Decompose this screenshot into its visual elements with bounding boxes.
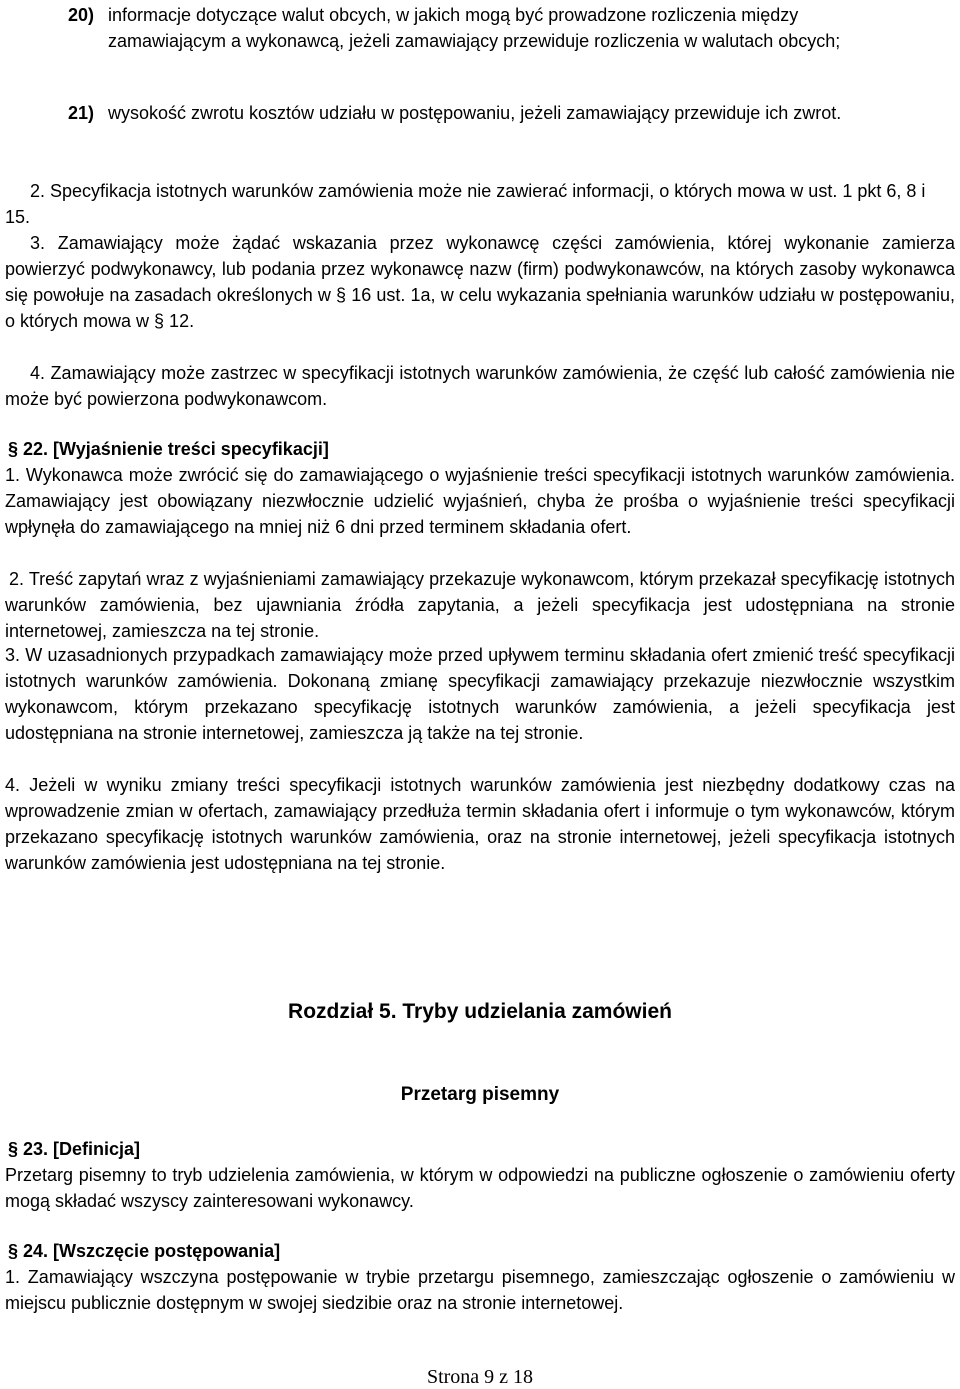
- chapter-title: Rozdział 5. Tryby udzielania zamówień: [288, 1000, 672, 1023]
- section-23-paragraph: Przetarg pisemny to tryb udzielenia zamówienia, w którym w odpowiedzi na publiczne ogłoszenie o zamówieniu oferty mogą składać wszyscy zainteresowani wykonawcy.: [5, 1165, 955, 1211]
- section-24-heading: § 24. [Wszczęcie postępowania]: [8, 1241, 281, 1261]
- list-item-number: 20): [68, 5, 95, 25]
- section-24-paragraph-1: 1. Zamawiający wszczyna postępowanie w trybie przetargu pisemnego, zamieszczając ogłoszenie o zamówieniu w miejscu publicznie dostępnym w swojej siedzibie oraz na stronie internetowej.: [5, 1267, 955, 1313]
- paragraph-4: 4. Zamawiający może zastrzec w specyfikacji istotnych warunków zamówienia, że część lub całość zamówienia nie może być powierzona podwykonawcom.: [5, 363, 955, 409]
- subchapter-title: Przetarg pisemny: [400, 1084, 560, 1105]
- section-22-paragraph-4: 4. Jeżeli w wyniku zmiany treści specyfikacji istotnych warunków zamówienia jest niezbędny dodatkowy czas na wprowadzenie zmian w ofertach, zamawiający przedłuża termin składania ofert i informuje o tym wykonawców, którym przekazano specyfikację istotnych warunków zamówienia, oraz na stronie internetowej, jeżeli specyfikacja istotnych warunków zamówienia jest udostępniana na tej stronie.: [5, 775, 955, 873]
- section-22-heading: § 22. [Wyjaśnienie treści specyfikacji]: [8, 439, 329, 459]
- list-item-number: 21): [68, 103, 95, 123]
- paragraph-3: 3. Zamawiający może żądać wskazania przez wykonawcę części zamówienia, której wykonanie zamierza powierzyć podwykonawcy, lub podania przez wykonawcę nazw (firm) podwykonawców, na których zasoby wykonawca się powołuje na zasadach określonych w § 16 ust. 1a, w celu wykazania spełniania warunków udziału w postępowaniu, o których mowa w § 12.: [5, 233, 955, 331]
- section-22-paragraph-3: 3. W uzasadnionych przypadkach zamawiający może przed upływem terminu składania ofert zmienić treść specyfikacji istotnych warunków zamówienia. Dokonaną zmianę specyfikacji zamawiający przekazuje niezwłocznie wszystkim wykonawcom, którym przekazano specyfikację istotnych warunków zamówienia, a jeżeli specyfikacja jest udostępniana na stronie internetowej, zamieszcza ją także na tej stronie.: [5, 645, 955, 743]
- list-item-text: informacje dotyczące walut obcych, w jakich mogą być prowadzone rozliczenia między zamawiającym a wykonawcą, jeżeli zamawiający przewiduje rozliczenia w walutach obcych;: [108, 5, 841, 51]
- page-number: Strona 9 z 18: [426, 1366, 534, 1388]
- section-23-heading: § 23. [Definicja]: [8, 1139, 141, 1159]
- paragraph-2: 2. Specyfikacja istotnych warunków zamówienia może nie zawierać informacji, o których mowa w ust. 1 pkt 6, 8 i 15.: [5, 181, 926, 227]
- section-22-paragraph-1: 1. Wykonawca może zwrócić się do zamawiającego o wyjaśnienie treści specyfikacji istotnych warunków zamówienia. Zamawiający jest obowiązany niezwłocznie udzielić wyjaśnień, chyba że prośba o wyjaśnienie treści specyfikacji wpłynęła do zamawiającego na mniej niż 6 dni przed terminem składania ofert.: [5, 465, 955, 537]
- list-item-21: [68, 100, 928, 126]
- list-item-20: [68, 2, 910, 54]
- list-item-text: wysokość zwrotu kosztów udziału w postępowaniu, jeżeli zamawiający przewiduje ich zwrot.: [108, 103, 842, 123]
- section-22-paragraph-2: 2. Treść zapytań wraz z wyjaśnieniami zamawiający przekazuje wykonawcom, którym przekazał specyfikację istotnych warunków zamówienia, bez ujawniania źródła zapytania, a jeżeli specyfikacja jest udostępniana na stronie internetowej, zamieszcza na tej stronie.: [5, 569, 955, 641]
